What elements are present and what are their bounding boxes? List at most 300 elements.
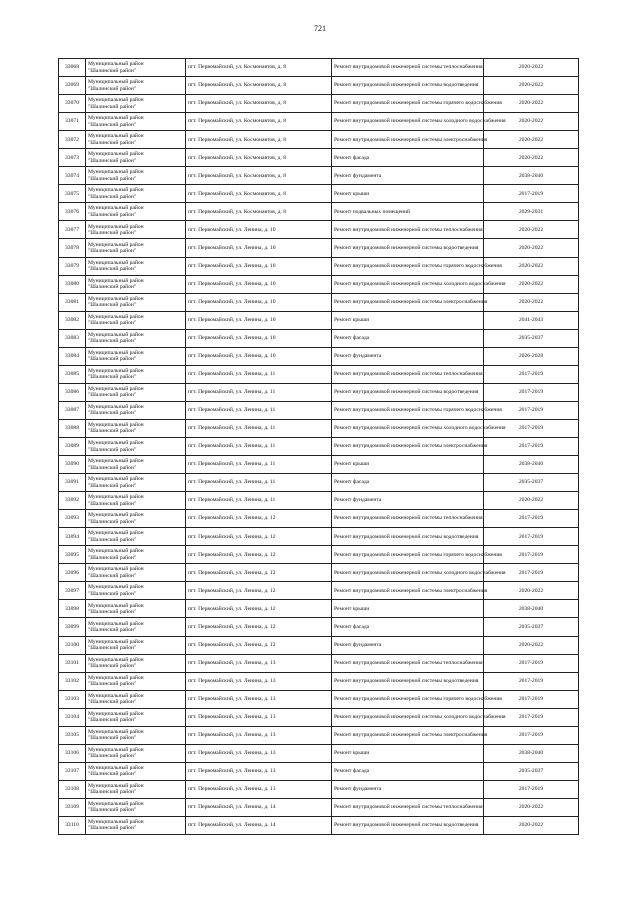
municipality-line-2: "Шалинский район" xyxy=(88,681,137,688)
row-municipality xyxy=(86,77,186,95)
row-work: Ремонт внутридомовой инженерной системы водоотведения xyxy=(332,672,484,690)
row-address: пгт. Первомайский, ул. Космонавтов, д. 8 xyxy=(186,185,332,203)
municipality-line-2: "Шалинский район" xyxy=(88,771,137,778)
row-work: Ремонт фундамента xyxy=(332,780,484,798)
row-period: 2020-2022 xyxy=(484,95,579,113)
row-period: 2038-2040 xyxy=(484,167,579,185)
row-period: 2017-2019 xyxy=(484,437,579,455)
municipality-line-1: Муниципальный район xyxy=(88,584,144,591)
row-municipality xyxy=(86,419,186,437)
municipality-line-1: Муниципальный район xyxy=(88,801,144,808)
row-municipality xyxy=(86,762,186,780)
table-row xyxy=(59,221,579,239)
row-id: 33092 xyxy=(59,492,86,510)
row-address: пгт. Первомайский, ул. Космонавтов, д. 8 xyxy=(186,113,332,131)
municipality-line-1: Муниципальный район xyxy=(88,241,144,248)
row-work: Ремонт внутридомовой инженерной системы электроснабжения xyxy=(332,437,484,455)
row-address: пгт. Первомайский, ул. Ленина, д. 13 xyxy=(186,726,332,744)
row-address: пгт. Первомайский, ул. Ленина, д. 14 xyxy=(186,798,332,816)
municipality-line-1: Муниципальный район xyxy=(88,169,144,176)
municipality-line-1: Муниципальный район xyxy=(88,782,144,789)
table-row xyxy=(59,618,579,636)
page-number: 721 xyxy=(314,24,326,33)
row-municipality xyxy=(86,780,186,798)
table-row xyxy=(59,257,579,275)
municipality-line-1: Муниципальный район xyxy=(88,674,144,681)
row-address: пгт. Первомайский, ул. Ленина, д. 13 xyxy=(186,672,332,690)
row-id: 33100 xyxy=(59,636,86,654)
municipality-line-1: Муниципальный район xyxy=(88,746,144,753)
table-row xyxy=(59,798,579,816)
row-municipality xyxy=(86,474,186,492)
row-period: 2020-2022 xyxy=(484,131,579,149)
municipality-line-1: Муниципальный район xyxy=(88,61,144,68)
row-id: 33104 xyxy=(59,708,86,726)
row-address: пгт. Первомайский, ул. Космонавтов, д. 8 xyxy=(186,77,332,95)
table-row xyxy=(59,546,579,564)
row-work: Ремонт внутридомовой инженерной системы теплоснабжения xyxy=(332,654,484,672)
row-id: 33091 xyxy=(59,474,86,492)
row-municipality xyxy=(86,329,186,347)
row-municipality xyxy=(86,257,186,275)
row-work: Ремонт внутридомовой инженерной системы водоотведения xyxy=(332,77,484,95)
municipality-line-2: "Шалинский район" xyxy=(88,374,137,381)
municipality-line-2: "Шалинский район" xyxy=(88,175,137,182)
row-address: пгт. Первомайский, ул. Ленина, д. 13 xyxy=(186,654,332,672)
row-id: 33089 xyxy=(59,437,86,455)
row-period: 2041-2043 xyxy=(484,311,579,329)
municipality-line-2: "Шалинский район" xyxy=(88,753,137,760)
row-work: Ремонт фундамента xyxy=(332,167,484,185)
row-id: 33083 xyxy=(59,329,86,347)
row-id: 33078 xyxy=(59,239,86,257)
municipality-line-2: "Шалинский район" xyxy=(88,392,137,399)
row-period: 2035-2037 xyxy=(484,329,579,347)
row-municipality xyxy=(86,582,186,600)
row-address: пгт. Первомайский, ул. Ленина, д. 11 xyxy=(186,365,332,383)
table-row xyxy=(59,419,579,437)
row-period: 2020-2022 xyxy=(484,293,579,311)
municipality-line-2: "Шалинский район" xyxy=(88,554,137,561)
registry-table xyxy=(58,58,579,835)
row-address: пгт. Первомайский, ул. Космонавтов, д. 8 xyxy=(186,59,332,77)
row-period: 2020-2022 xyxy=(484,239,579,257)
row-work: Ремонт внутридомовой инженерной системы теплоснабжения xyxy=(332,798,484,816)
row-id: 33082 xyxy=(59,311,86,329)
row-address: пгт. Первомайский, ул. Космонавтов, д. 8 xyxy=(186,167,332,185)
municipality-line-2: "Шалинский район" xyxy=(88,663,137,670)
row-municipality xyxy=(86,798,186,816)
row-work: Ремонт внутридомовой инженерной системы холодного водоснабжения xyxy=(332,113,484,131)
municipality-line-2: "Шалинский район" xyxy=(88,193,137,200)
municipality-line-1: Муниципальный район xyxy=(88,223,144,230)
row-work: Ремонт внутридомовой инженерной системы горячего водоснабжения xyxy=(332,690,484,708)
row-id: 33107 xyxy=(59,762,86,780)
row-municipality xyxy=(86,95,186,113)
row-period: 2020-2022 xyxy=(484,492,579,510)
municipality-line-2: "Шалинский район" xyxy=(88,139,137,146)
table-row xyxy=(59,564,579,582)
row-work: Ремонт фундамента xyxy=(332,492,484,510)
row-id: 33076 xyxy=(59,203,86,221)
row-address: пгт. Первомайский, ул. Космонавтов, д. 8 xyxy=(186,149,332,167)
row-period: 2017-2019 xyxy=(484,726,579,744)
row-municipality xyxy=(86,690,186,708)
row-id: 33095 xyxy=(59,546,86,564)
row-work: Ремонт внутридомовой инженерной системы горячего водоснабжения xyxy=(332,257,484,275)
row-work: Ремонт внутридомовой инженерной системы теплоснабжения xyxy=(332,59,484,77)
row-period: 2017-2019 xyxy=(484,401,579,419)
row-municipality xyxy=(86,167,186,185)
row-period: 2017-2019 xyxy=(484,365,579,383)
row-work: Ремонт внутридомовой инженерной системы теплоснабжения xyxy=(332,221,484,239)
row-work: Ремонт внутридомовой инженерной системы холодного водоснабжения xyxy=(332,419,484,437)
row-address: пгт. Первомайский, ул. Ленина, д. 10 xyxy=(186,239,332,257)
table-row xyxy=(59,275,579,293)
row-id: 33068 xyxy=(59,59,86,77)
row-address: пгт. Первомайский, ул. Ленина, д. 10 xyxy=(186,311,332,329)
table-row xyxy=(59,780,579,798)
municipality-line-1: Муниципальный район xyxy=(88,79,144,86)
row-municipality xyxy=(86,293,186,311)
row-municipality xyxy=(86,456,186,474)
row-id: 33081 xyxy=(59,293,86,311)
row-id: 33101 xyxy=(59,654,86,672)
row-id: 33086 xyxy=(59,383,86,401)
row-municipality xyxy=(86,365,186,383)
row-municipality xyxy=(86,618,186,636)
table-row xyxy=(59,365,579,383)
row-id: 33085 xyxy=(59,365,86,383)
row-work: Ремонт фундамента xyxy=(332,636,484,654)
municipality-line-1: Муниципальный район xyxy=(88,277,144,284)
row-address: пгт. Первомайский, ул. Ленина, д. 11 xyxy=(186,437,332,455)
municipality-line-2: "Шалинский район" xyxy=(88,446,137,453)
row-address: пгт. Первомайский, ул. Космонавтов, д. 8 xyxy=(186,203,332,221)
row-work: Ремонт внутридомовой инженерной системы электроснабжения xyxy=(332,131,484,149)
municipality-line-1: Муниципальный район xyxy=(88,764,144,771)
row-work: Ремонт фасада xyxy=(332,762,484,780)
row-id: 33094 xyxy=(59,528,86,546)
table-row xyxy=(59,149,579,167)
row-work: Ремонт внутридомовой инженерной системы электроснабжения xyxy=(332,726,484,744)
row-id: 33103 xyxy=(59,690,86,708)
table-row xyxy=(59,654,579,672)
row-municipality xyxy=(86,131,186,149)
registry-body xyxy=(59,59,579,835)
municipality-line-2: "Шалинский район" xyxy=(88,626,137,633)
table-row xyxy=(59,492,579,510)
row-address: пгт. Первомайский, ул. Ленина, д. 10 xyxy=(186,221,332,239)
row-address: пгт. Первомайский, ул. Ленина, д. 13 xyxy=(186,744,332,762)
row-period: 2020-2022 xyxy=(484,77,579,95)
row-work: Ремонт фундамента xyxy=(332,347,484,365)
row-id: 33099 xyxy=(59,618,86,636)
row-work: Ремонт внутридомовой инженерной системы холодного водоснабжения xyxy=(332,708,484,726)
municipality-line-1: Муниципальный район xyxy=(88,205,144,212)
row-period: 2017-2019 xyxy=(484,419,579,437)
row-period: 2020-2022 xyxy=(484,816,579,834)
table-row xyxy=(59,690,579,708)
municipality-line-1: Муниципальный район xyxy=(88,656,144,663)
table-row xyxy=(59,510,579,528)
row-municipality xyxy=(86,203,186,221)
table-row xyxy=(59,59,579,77)
municipality-line-1: Муниципальный район xyxy=(88,313,144,320)
table-row xyxy=(59,131,579,149)
municipality-line-1: Муниципальный район xyxy=(88,404,144,410)
row-id: 33084 xyxy=(59,347,86,365)
row-work: Ремонт внутридомовой инженерной системы водоотведения xyxy=(332,239,484,257)
row-work: Ремонт внутридомовой инженерной системы теплоснабжения xyxy=(332,510,484,528)
row-work: Ремонт фасада xyxy=(332,149,484,167)
table-row xyxy=(59,528,579,546)
row-period: 2020-2022 xyxy=(484,798,579,816)
municipality-line-2: "Шалинский район" xyxy=(88,320,137,327)
row-municipality xyxy=(86,546,186,564)
row-municipality xyxy=(86,383,186,401)
table-row xyxy=(59,329,579,347)
row-id: 33070 xyxy=(59,95,86,113)
municipality-line-2: "Шалинский район" xyxy=(88,645,137,652)
table-row xyxy=(59,456,579,474)
row-address: пгт. Первомайский, ул. Ленина, д. 12 xyxy=(186,636,332,654)
row-id: 33096 xyxy=(59,564,86,582)
row-period: 2038-2040 xyxy=(484,744,579,762)
table-row xyxy=(59,347,579,365)
municipality-line-2: "Шалинский район" xyxy=(88,699,137,706)
row-period: 2017-2019 xyxy=(484,564,579,582)
table-row xyxy=(59,744,579,762)
table-row xyxy=(59,726,579,744)
row-work: Ремонт внутридомовой инженерной системы теплоснабжения xyxy=(332,365,484,383)
table-row xyxy=(59,239,579,257)
municipality-line-1: Муниципальный район xyxy=(88,710,144,717)
municipality-line-2: "Шалинский район" xyxy=(88,789,137,796)
row-period: 2020-2022 xyxy=(484,582,579,600)
row-work: Ремонт внутридомовой инженерной системы электроснабжения xyxy=(332,293,484,311)
row-work: Ремонт крыши xyxy=(332,185,484,203)
row-municipality xyxy=(86,564,186,582)
row-municipality xyxy=(86,744,186,762)
row-work: Ремонт фасада xyxy=(332,618,484,636)
row-address: пгт. Первомайский, ул. Ленина, д. 12 xyxy=(186,600,332,618)
row-address: пгт. Первомайский, ул. Ленина, д. 13 xyxy=(186,762,332,780)
municipality-line-2: "Шалинский район" xyxy=(88,464,137,471)
table-row xyxy=(59,293,579,311)
municipality-line-2: "Шалинский район" xyxy=(88,572,137,579)
row-id: 33079 xyxy=(59,257,86,275)
row-period: 2035-2037 xyxy=(484,762,579,780)
row-municipality xyxy=(86,654,186,672)
row-address: пгт. Первомайский, ул. Ленина, д. 12 xyxy=(186,618,332,636)
municipality-line-1: Муниципальный район xyxy=(88,151,144,158)
row-period: 2017-2019 xyxy=(484,654,579,672)
row-address: пгт. Первомайский, ул. Космонавтов, д. 8 xyxy=(186,95,332,113)
row-id: 33069 xyxy=(59,77,86,95)
row-work: Ремонт крыши xyxy=(332,311,484,329)
row-period: 2017-2019 xyxy=(484,690,579,708)
municipality-line-2: "Шалинский район" xyxy=(88,85,137,92)
municipality-line-1: Муниципальный район xyxy=(88,530,144,537)
row-work: Ремонт внутридомовой инженерной системы водоотведения xyxy=(332,816,484,834)
municipality-line-2: "Шалинский район" xyxy=(88,211,137,218)
municipality-line-2: "Шалинский район" xyxy=(88,590,137,597)
municipality-line-1: Муниципальный район xyxy=(88,566,144,573)
row-address: пгт. Первомайский, ул. Ленина, д. 13 xyxy=(186,708,332,726)
municipality-line-2: "Шалинский район" xyxy=(88,284,137,291)
municipality-line-1: Муниципальный район xyxy=(88,548,144,555)
row-municipality xyxy=(86,311,186,329)
row-address: пгт. Первомайский, ул. Ленина, д. 11 xyxy=(186,401,332,419)
municipality-line-1: Муниципальный район xyxy=(88,187,144,194)
row-work: Ремонт фасада xyxy=(332,474,484,492)
row-municipality xyxy=(86,59,186,77)
row-period: 2017-2019 xyxy=(484,528,579,546)
municipality-line-1: Муниципальный район xyxy=(88,440,144,447)
municipality-line-1: Муниципальный район xyxy=(88,259,144,266)
municipality-line-2: "Шалинский район" xyxy=(88,229,137,236)
row-period: 2035-2037 xyxy=(484,474,579,492)
row-period: 2020-2022 xyxy=(484,113,579,131)
row-period: 2020-2022 xyxy=(484,221,579,239)
row-period: 2017-2019 xyxy=(484,546,579,564)
row-address: пгт. Первомайский, ул. Ленина, д. 12 xyxy=(186,546,332,564)
row-work: Ремонт внутридомовой инженерной системы водоотведения xyxy=(332,528,484,546)
row-period: 2017-2019 xyxy=(484,510,579,528)
row-address: пгт. Первомайский, ул. Ленина, д. 13 xyxy=(186,690,332,708)
row-period: 2020-2022 xyxy=(484,257,579,275)
row-work: Ремонт внутридомовой инженерной системы горячего водоснабжения xyxy=(332,95,484,113)
row-id: 33108 xyxy=(59,780,86,798)
row-address: пгт. Первомайский, ул. Космонавтов, д. 8 xyxy=(186,131,332,149)
row-period: 2038-2040 xyxy=(484,600,579,618)
table-row xyxy=(59,95,579,113)
row-address: пгт. Первомайский, ул. Ленина, д. 12 xyxy=(186,510,332,528)
row-id: 33106 xyxy=(59,744,86,762)
row-address: пгт. Первомайский, ул. Ленина, д. 11 xyxy=(186,383,332,401)
row-address: пгт. Первомайский, ул. Ленина, д. 10 xyxy=(186,293,332,311)
row-period: 2029-2031 xyxy=(484,203,579,221)
row-municipality xyxy=(86,636,186,654)
municipality-line-2: "Шалинский район" xyxy=(88,518,137,525)
row-id: 33110 xyxy=(59,816,86,834)
municipality-line-1: Муниципальный район xyxy=(88,133,144,140)
municipality-line-1: Муниципальный район xyxy=(88,385,144,392)
row-work: Ремонт внутридомовой инженерной системы горячего водоснабжения xyxy=(332,546,484,564)
row-period: 2020-2022 xyxy=(484,149,579,167)
row-address: пгт. Первомайский, ул. Ленина, д. 12 xyxy=(186,564,332,582)
row-id: 33077 xyxy=(59,221,86,239)
table-row xyxy=(59,762,579,780)
row-id: 33090 xyxy=(59,456,86,474)
municipality-line-1: Муниципальный район xyxy=(88,422,144,429)
row-id: 33097 xyxy=(59,582,86,600)
municipality-line-1: Муниципальный район xyxy=(88,638,144,645)
table-row xyxy=(59,311,579,329)
row-address: пгт. Первомайский, ул. Ленина, д. 11 xyxy=(186,474,332,492)
municipality-line-1: Муниципальный район xyxy=(88,115,144,122)
municipality-line-2: "Шалинский район" xyxy=(88,608,137,615)
row-period: 2020-2022 xyxy=(484,636,579,654)
row-municipality xyxy=(86,816,186,834)
row-address: пгт. Первомайский, ул. Ленина, д. 10 xyxy=(186,347,332,365)
table-row xyxy=(59,474,579,492)
municipality-line-2: "Шалинский район" xyxy=(88,67,137,74)
row-period: 2017-2019 xyxy=(484,780,579,798)
table-row xyxy=(59,113,579,131)
row-work: Ремонт внутридомовой инженерной системы холодного водоснабжения xyxy=(332,275,484,293)
row-work: Ремонт внутридомовой инженерной системы горячего водоснабжения xyxy=(332,401,484,419)
row-address: пгт. Первомайский, ул. Ленина, д. 11 xyxy=(186,456,332,474)
municipality-line-1: Муниципальный район xyxy=(88,97,144,104)
municipality-line-2: "Шалинский район" xyxy=(88,428,137,435)
table-row xyxy=(59,672,579,690)
municipality-line-2: "Шалинский район" xyxy=(88,247,137,254)
row-work: Ремонт внутридомовой инженерной системы электроснабжения xyxy=(332,582,484,600)
row-address: пгт. Первомайский, ул. Ленина, д. 10 xyxy=(186,257,332,275)
row-period: 2038-2040 xyxy=(484,456,579,474)
municipality-line-2: "Шалинский район" xyxy=(88,536,137,543)
municipality-line-1: Муниципальный район xyxy=(88,512,144,519)
table-row xyxy=(59,383,579,401)
row-id: 33074 xyxy=(59,167,86,185)
row-id: 33087 xyxy=(59,401,86,419)
row-municipality xyxy=(86,600,186,618)
municipality-line-2: "Шалинский район" xyxy=(88,103,137,110)
table-row xyxy=(59,636,579,654)
row-period: 2020-2022 xyxy=(484,275,579,293)
table-row xyxy=(59,401,579,419)
municipality-line-2: "Шалинский район" xyxy=(88,121,137,128)
row-municipality xyxy=(86,149,186,167)
row-municipality xyxy=(86,510,186,528)
municipality-line-1: Муниципальный район xyxy=(88,295,144,302)
table-row xyxy=(59,77,579,95)
municipality-line-2: "Шалинский район" xyxy=(88,157,137,164)
row-work: Ремонт подвальных помещений xyxy=(332,203,484,221)
row-period: 2017-2019 xyxy=(484,708,579,726)
row-municipality xyxy=(86,726,186,744)
row-address: пгт. Первомайский, ул. Ленина, д. 12 xyxy=(186,582,332,600)
row-municipality xyxy=(86,185,186,203)
municipality-line-2: "Шалинский район" xyxy=(88,500,137,507)
row-period: 2017-2019 xyxy=(484,185,579,203)
row-address: пгт. Первомайский, ул. Ленина, д. 14 xyxy=(186,816,332,834)
municipality-line-1: Муниципальный район xyxy=(88,458,144,465)
row-municipality xyxy=(86,437,186,455)
municipality-line-2: "Шалинский район" xyxy=(88,735,137,742)
row-municipality xyxy=(86,113,186,131)
table-row xyxy=(59,582,579,600)
table-row xyxy=(59,437,579,455)
municipality-line-1: Муниципальный район xyxy=(88,349,144,356)
row-period: 2017-2019 xyxy=(484,672,579,690)
municipality-line-1: Муниципальный район xyxy=(88,819,144,826)
table-row xyxy=(59,708,579,726)
row-id: 33102 xyxy=(59,672,86,690)
row-id: 33080 xyxy=(59,275,86,293)
row-address: пгт. Первомайский, ул. Ленина, д. 11 xyxy=(186,492,332,510)
row-id: 33098 xyxy=(59,600,86,618)
row-work: Ремонт внутридомовой инженерной системы водоотведения xyxy=(332,383,484,401)
municipality-line-1: Муниципальный район xyxy=(88,602,144,609)
table-row xyxy=(59,816,579,834)
row-period: 2020-2022 xyxy=(484,59,579,77)
municipality-line-2: "Шалинский район" xyxy=(88,482,137,489)
municipality-line-1: Муниципальный район xyxy=(88,620,144,627)
municipality-line-1: Муниципальный район xyxy=(88,692,144,699)
